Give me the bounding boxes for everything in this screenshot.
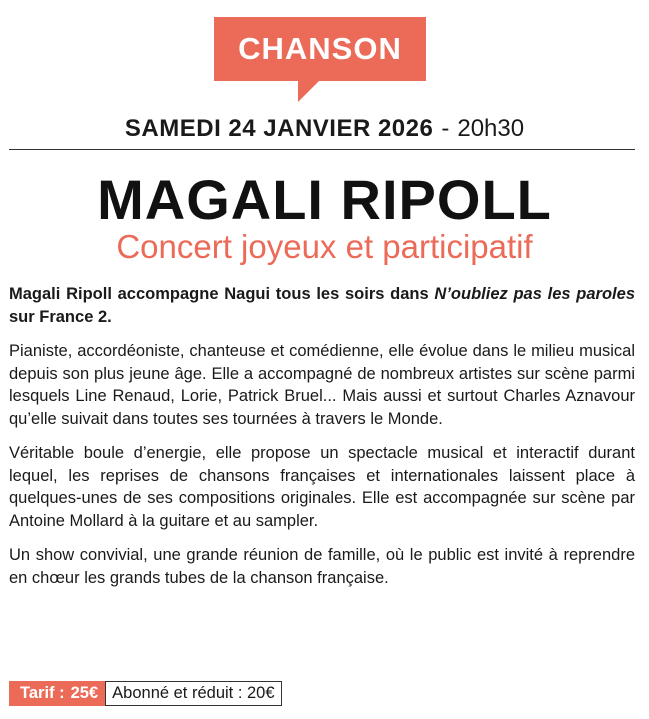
pricing (9, 681, 282, 706)
description-paragraph: Véritable boule d’energie, elle propose un spectacle musical et interactif durant lequel, les reprises de chansons françaises et internationales laissent place à quelques-unes de ses compositions originales. Elle est accompagnée sur scène par Antoine Mollard à la guitare et au sampler. (9, 444, 635, 530)
event-time: 20h30 (457, 115, 525, 142)
lead-text-before: Magali Ripoll accompagne Nagui tous les soirs dans (9, 285, 435, 303)
artist-name: MAGALI RIPOLL (97, 168, 552, 231)
category-badge: CHANSON (214, 17, 426, 81)
reduced-price: Abonné et réduit : 20€ (105, 681, 281, 706)
speech-bubble-tail-icon (298, 80, 320, 102)
lead-text-after: sur France 2. (9, 307, 112, 326)
price-value: 25€ (70, 684, 99, 702)
description-paragraph: Un show convivial, une grande réunion de famille, où le public est invité à reprendre en chœur les grands tubes de la chanson française. (9, 546, 635, 587)
event-datetime (0, 114, 649, 144)
category-badge-wrapper (214, 17, 426, 101)
event-date: SAMEDI 24 JANVIER 2026 (124, 115, 434, 142)
event-subtitle: Concert joyeux et participatif (116, 228, 533, 265)
description-lead (9, 283, 635, 328)
price-label: Tarif : (20, 684, 65, 702)
description-paragraph: Pianiste, accordéoniste, chanteuse et comédienne, elle évolue dans le milieu musical depuis son plus jeune âge. Elle a accompagné de nombreux artistes sur scène parmi lesquels Line Renaud, Lorie, Patrick Bruel... Mais aussi et surtout Charles Aznavour qu’elle suivait dans toutes ses tournées à travers le Monde. (9, 342, 635, 428)
lead-show-title: N’oubliez pas les paroles (434, 285, 635, 303)
date-time-separator: - (441, 115, 450, 142)
divider (9, 149, 635, 150)
price-badge (9, 681, 105, 706)
event-description (9, 283, 635, 601)
